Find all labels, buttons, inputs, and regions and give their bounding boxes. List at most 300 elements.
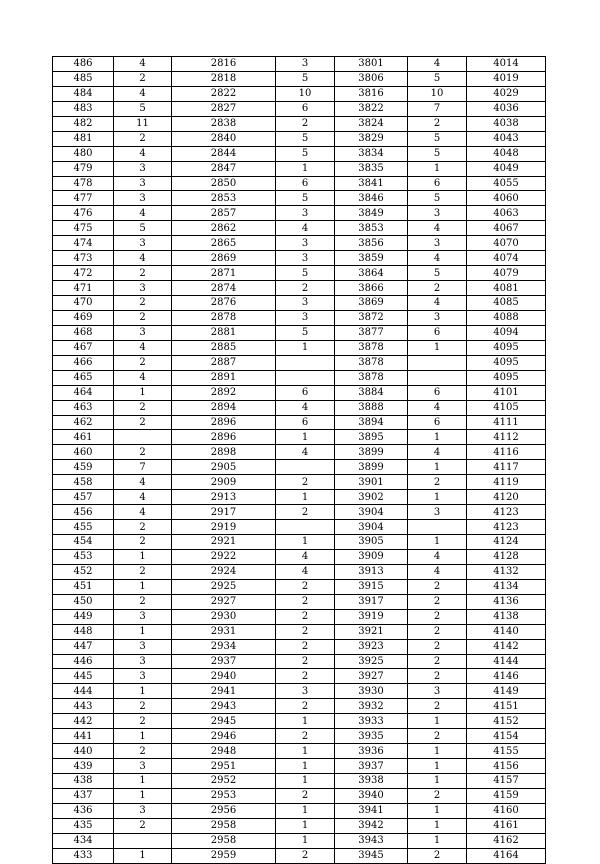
table-cell: 2921 [172,535,276,550]
table-row [53,445,546,460]
table-cell: 4019 [467,71,546,86]
table-cell: 460 [53,445,114,460]
table-cell: 3888 [335,400,408,415]
table-cell: 2937 [172,654,276,669]
table-cell: 4155 [467,744,546,759]
table-cell: 4060 [467,191,546,206]
table-cell: 3 [114,161,172,176]
table-cell: 5 [276,146,335,161]
table-cell: 5 [276,325,335,340]
table-cell: 3829 [335,131,408,146]
table-cell: 4 [276,221,335,236]
table-cell: 2 [114,818,172,833]
table-cell: 449 [53,609,114,624]
table-cell: 10 [408,86,467,101]
table-row [53,475,546,490]
table-cell: 2945 [172,714,276,729]
table-cell: 2 [114,131,172,146]
table-cell: 453 [53,549,114,564]
table-row [53,221,546,236]
table-row [53,400,546,415]
table-cell: 1 [408,161,467,176]
table-row [53,296,546,311]
table-cell: 2948 [172,744,276,759]
table-cell: 3853 [335,221,408,236]
table-row [53,57,546,72]
table-row [53,251,546,266]
table-cell: 462 [53,415,114,430]
table-cell: 4 [408,296,467,311]
table-cell: 3941 [335,803,408,818]
table-cell: 3923 [335,639,408,654]
table-cell: 2 [114,71,172,86]
table-row [53,101,546,116]
table-cell: 4 [276,564,335,579]
table-cell: 2953 [172,788,276,803]
table-cell: 2922 [172,549,276,564]
table-cell: 1 [114,579,172,594]
table-cell: 2946 [172,729,276,744]
table-cell: 3921 [335,624,408,639]
table-cell: 456 [53,505,114,520]
table-cell: 2 [276,594,335,609]
table-row [53,774,546,789]
table-cell: 1 [114,788,172,803]
table-cell: 468 [53,325,114,340]
table-cell: 2 [408,475,467,490]
table-cell: 4 [276,445,335,460]
table-cell: 3927 [335,669,408,684]
table-cell: 3869 [335,296,408,311]
table-row [53,624,546,639]
table-cell: 3 [276,236,335,251]
table-cell: 471 [53,281,114,296]
table-row [53,714,546,729]
table-cell: 2 [408,788,467,803]
table-row [53,370,546,385]
table-cell: 3884 [335,385,408,400]
table-cell: 2 [114,744,172,759]
table-cell: 470 [53,296,114,311]
table-cell: 5 [408,71,467,86]
table-cell: 2 [114,266,172,281]
table-cell: 4 [276,549,335,564]
table-cell: 5 [114,101,172,116]
table-cell: 465 [53,370,114,385]
table-cell: 4 [408,564,467,579]
table-cell: 464 [53,385,114,400]
table-cell: 2878 [172,310,276,325]
table-cell: 4152 [467,714,546,729]
table-cell [408,370,467,385]
table-cell: 3894 [335,415,408,430]
table-row [53,639,546,654]
table-cell: 3 [408,684,467,699]
table-cell: 4036 [467,101,546,116]
table-cell: 2865 [172,236,276,251]
table-cell: 2840 [172,131,276,146]
table-cell: 3933 [335,714,408,729]
table-row [53,86,546,101]
table-cell: 4149 [467,684,546,699]
table-cell: 2896 [172,430,276,445]
table-cell: 2887 [172,355,276,370]
table-cell: 476 [53,206,114,221]
table-cell: 2 [276,699,335,714]
table-cell: 2 [276,475,335,490]
table-cell: 4 [408,400,467,415]
table-cell: 458 [53,475,114,490]
table-cell: 2 [408,639,467,654]
table-cell: 3909 [335,549,408,564]
table-cell: 2 [408,669,467,684]
table-cell: 4079 [467,266,546,281]
table-row [53,131,546,146]
table-cell: 2 [408,729,467,744]
table-cell: 2 [276,624,335,639]
table-cell: 2909 [172,475,276,490]
table-cell: 3 [408,505,467,520]
table-cell: 2 [114,594,172,609]
table-cell: 1 [114,549,172,564]
table-cell: 2 [114,535,172,550]
table-cell: 3 [114,609,172,624]
table-cell: 4156 [467,759,546,774]
table-cell: 4134 [467,579,546,594]
table-cell: 3816 [335,86,408,101]
table-cell: 1 [408,774,467,789]
table-cell: 4162 [467,833,546,848]
table-cell: 4095 [467,370,546,385]
table-cell: 2 [276,788,335,803]
table-cell: 2818 [172,71,276,86]
table-cell: 2822 [172,86,276,101]
table-cell: 1 [276,774,335,789]
table-cell: 3 [276,206,335,221]
table-cell: 2 [114,296,172,311]
table-cell: 439 [53,759,114,774]
table-cell: 4085 [467,296,546,311]
table-cell: 2927 [172,594,276,609]
table-cell: 3849 [335,206,408,221]
table-row [53,176,546,191]
table-cell: 1 [276,161,335,176]
table-cell: 4161 [467,818,546,833]
table-cell: 2 [276,609,335,624]
table-cell: 446 [53,654,114,669]
table-cell: 3905 [335,535,408,550]
table-cell: 4136 [467,594,546,609]
table-row [53,609,546,624]
table-cell: 2874 [172,281,276,296]
table-cell: 4 [408,251,467,266]
table-cell: 467 [53,340,114,355]
table-cell: 481 [53,131,114,146]
table-cell: 4 [408,445,467,460]
table-cell: 4 [408,57,467,72]
table-cell: 4 [114,206,172,221]
table-cell: 1 [408,714,467,729]
table-cell: 10 [276,86,335,101]
table-cell: 2816 [172,57,276,72]
table-cell: 466 [53,355,114,370]
table-cell: 2898 [172,445,276,460]
table-cell: 3 [276,57,335,72]
table-cell: 3942 [335,818,408,833]
table-cell: 2 [114,400,172,415]
table-cell: 2958 [172,818,276,833]
table-cell: 2881 [172,325,276,340]
table-cell: 3935 [335,729,408,744]
table-cell: 484 [53,86,114,101]
table-cell: 442 [53,714,114,729]
table-cell: 2862 [172,221,276,236]
table-cell: 3 [114,176,172,191]
table-cell [408,520,467,535]
table-cell [276,460,335,475]
table-cell: 2940 [172,669,276,684]
table-body [53,57,546,864]
table-cell: 2 [114,415,172,430]
table-cell: 1 [276,744,335,759]
table-cell: 4101 [467,385,546,400]
table-cell: 1 [276,803,335,818]
table-cell: 2 [276,281,335,296]
table-cell: 440 [53,744,114,759]
table-row [53,654,546,669]
table-cell: 4 [114,57,172,72]
table-cell: 7 [408,101,467,116]
table-cell: 3 [114,669,172,684]
table-cell: 4123 [467,520,546,535]
table-cell: 1 [276,430,335,445]
table-cell: 3 [114,759,172,774]
table-cell: 459 [53,460,114,475]
table-cell: 4081 [467,281,546,296]
table-cell [114,833,172,848]
table-row [53,579,546,594]
table-cell: 441 [53,729,114,744]
table-cell: 444 [53,684,114,699]
table-row [53,535,546,550]
table-row [53,788,546,803]
table-cell: 3 [114,325,172,340]
table-cell: 2 [114,445,172,460]
table-cell: 3 [276,296,335,311]
table-row [53,310,546,325]
table-cell: 1 [276,833,335,848]
table-cell: 2941 [172,684,276,699]
table-cell: 3938 [335,774,408,789]
table-cell: 2 [408,848,467,863]
table-cell: 475 [53,221,114,236]
table-cell: 477 [53,191,114,206]
table-cell: 5 [408,191,467,206]
table-cell: 443 [53,699,114,714]
table-row [53,71,546,86]
table-cell: 3 [408,310,467,325]
table-cell: 3856 [335,236,408,251]
table-cell: 482 [53,116,114,131]
table-cell: 3 [114,803,172,818]
table-cell: 447 [53,639,114,654]
table-cell: 4124 [467,535,546,550]
table-cell: 3866 [335,281,408,296]
table-cell: 1 [114,624,172,639]
table-cell: 1 [276,490,335,505]
table-cell: 2 [276,669,335,684]
table-cell: 3 [408,206,467,221]
table-cell: 11 [114,116,172,131]
table-cell: 2 [408,654,467,669]
table-cell: 2 [276,579,335,594]
table-cell: 6 [408,325,467,340]
table-cell [276,370,335,385]
table-cell: 463 [53,400,114,415]
table-cell: 472 [53,266,114,281]
table-cell: 1 [276,818,335,833]
table-cell: 6 [276,101,335,116]
table-cell: 4095 [467,355,546,370]
table-cell [276,355,335,370]
table-cell: 461 [53,430,114,445]
table-cell: 1 [408,818,467,833]
table-cell: 4094 [467,325,546,340]
table-row [53,460,546,475]
table-cell: 2943 [172,699,276,714]
table-cell: 3899 [335,460,408,475]
table-cell: 486 [53,57,114,72]
table-cell: 4067 [467,221,546,236]
table-cell: 1 [114,684,172,699]
table-cell: 3919 [335,609,408,624]
table-cell: 3 [114,236,172,251]
table-cell: 4 [114,475,172,490]
table-cell: 1 [408,340,467,355]
table-cell: 2 [276,848,335,863]
table-row [53,161,546,176]
table-cell: 3936 [335,744,408,759]
table-cell: 480 [53,146,114,161]
table-cell: 2 [408,116,467,131]
table-cell: 1 [408,744,467,759]
table-cell: 1 [408,460,467,475]
table-cell: 1 [408,430,467,445]
table-cell: 4138 [467,609,546,624]
table-cell: 3806 [335,71,408,86]
table-cell: 5 [276,266,335,281]
table-cell: 4 [114,251,172,266]
table-cell: 3913 [335,564,408,579]
table-cell: 4043 [467,131,546,146]
table-cell: 3 [276,251,335,266]
table-cell: 438 [53,774,114,789]
table-cell: 3835 [335,161,408,176]
table-row [53,759,546,774]
table-cell: 4142 [467,639,546,654]
table-cell: 450 [53,594,114,609]
table-cell: 3902 [335,490,408,505]
table-cell: 2958 [172,833,276,848]
table-cell: 5 [408,146,467,161]
table-row [53,699,546,714]
table-cell: 3895 [335,430,408,445]
table-cell: 3801 [335,57,408,72]
table-cell: 2913 [172,490,276,505]
table-cell: 3822 [335,101,408,116]
table-cell: 2894 [172,400,276,415]
table-cell: 4144 [467,654,546,669]
table-row [53,490,546,505]
table-row [53,206,546,221]
table-cell: 3899 [335,445,408,460]
table-cell: 435 [53,818,114,833]
table-cell: 1 [114,729,172,744]
table-cell: 5 [276,71,335,86]
table-cell: 2 [408,699,467,714]
table-cell: 1 [408,803,467,818]
table-cell: 3937 [335,759,408,774]
table-cell: 6 [408,176,467,191]
table-cell: 479 [53,161,114,176]
table-cell: 3943 [335,833,408,848]
table-cell: 4095 [467,340,546,355]
table-cell: 2924 [172,564,276,579]
table-row [53,520,546,535]
table-cell: 3 [114,654,172,669]
table-cell: 2919 [172,520,276,535]
table-cell: 2951 [172,759,276,774]
table-cell: 3940 [335,788,408,803]
table-cell: 3 [114,639,172,654]
table-cell: 433 [53,848,114,863]
table-cell: 3872 [335,310,408,325]
table-row [53,833,546,848]
score-table [52,56,546,864]
table-cell: 3 [408,236,467,251]
table-cell: 454 [53,535,114,550]
table-cell: 6 [408,385,467,400]
table-cell: 6 [276,176,335,191]
table-cell: 4029 [467,86,546,101]
table-cell: 436 [53,803,114,818]
table-cell: 4123 [467,505,546,520]
table-cell: 3901 [335,475,408,490]
table-row [53,505,546,520]
table-row [53,729,546,744]
table-cell: 4014 [467,57,546,72]
table-cell: 2 [114,699,172,714]
table-cell: 3878 [335,355,408,370]
table-cell: 485 [53,71,114,86]
table-row [53,325,546,340]
table-cell: 4049 [467,161,546,176]
table-cell: 5 [276,131,335,146]
table-cell: 6 [276,385,335,400]
table-cell: 4117 [467,460,546,475]
table-cell: 1 [114,774,172,789]
table-row [53,549,546,564]
table-cell: 469 [53,310,114,325]
table-row [53,669,546,684]
table-cell: 2838 [172,116,276,131]
table-cell: 3 [276,310,335,325]
table-row [53,146,546,161]
table-row [53,430,546,445]
table-cell: 6 [276,415,335,430]
table-cell: 2 [276,505,335,520]
table-cell: 5 [114,221,172,236]
